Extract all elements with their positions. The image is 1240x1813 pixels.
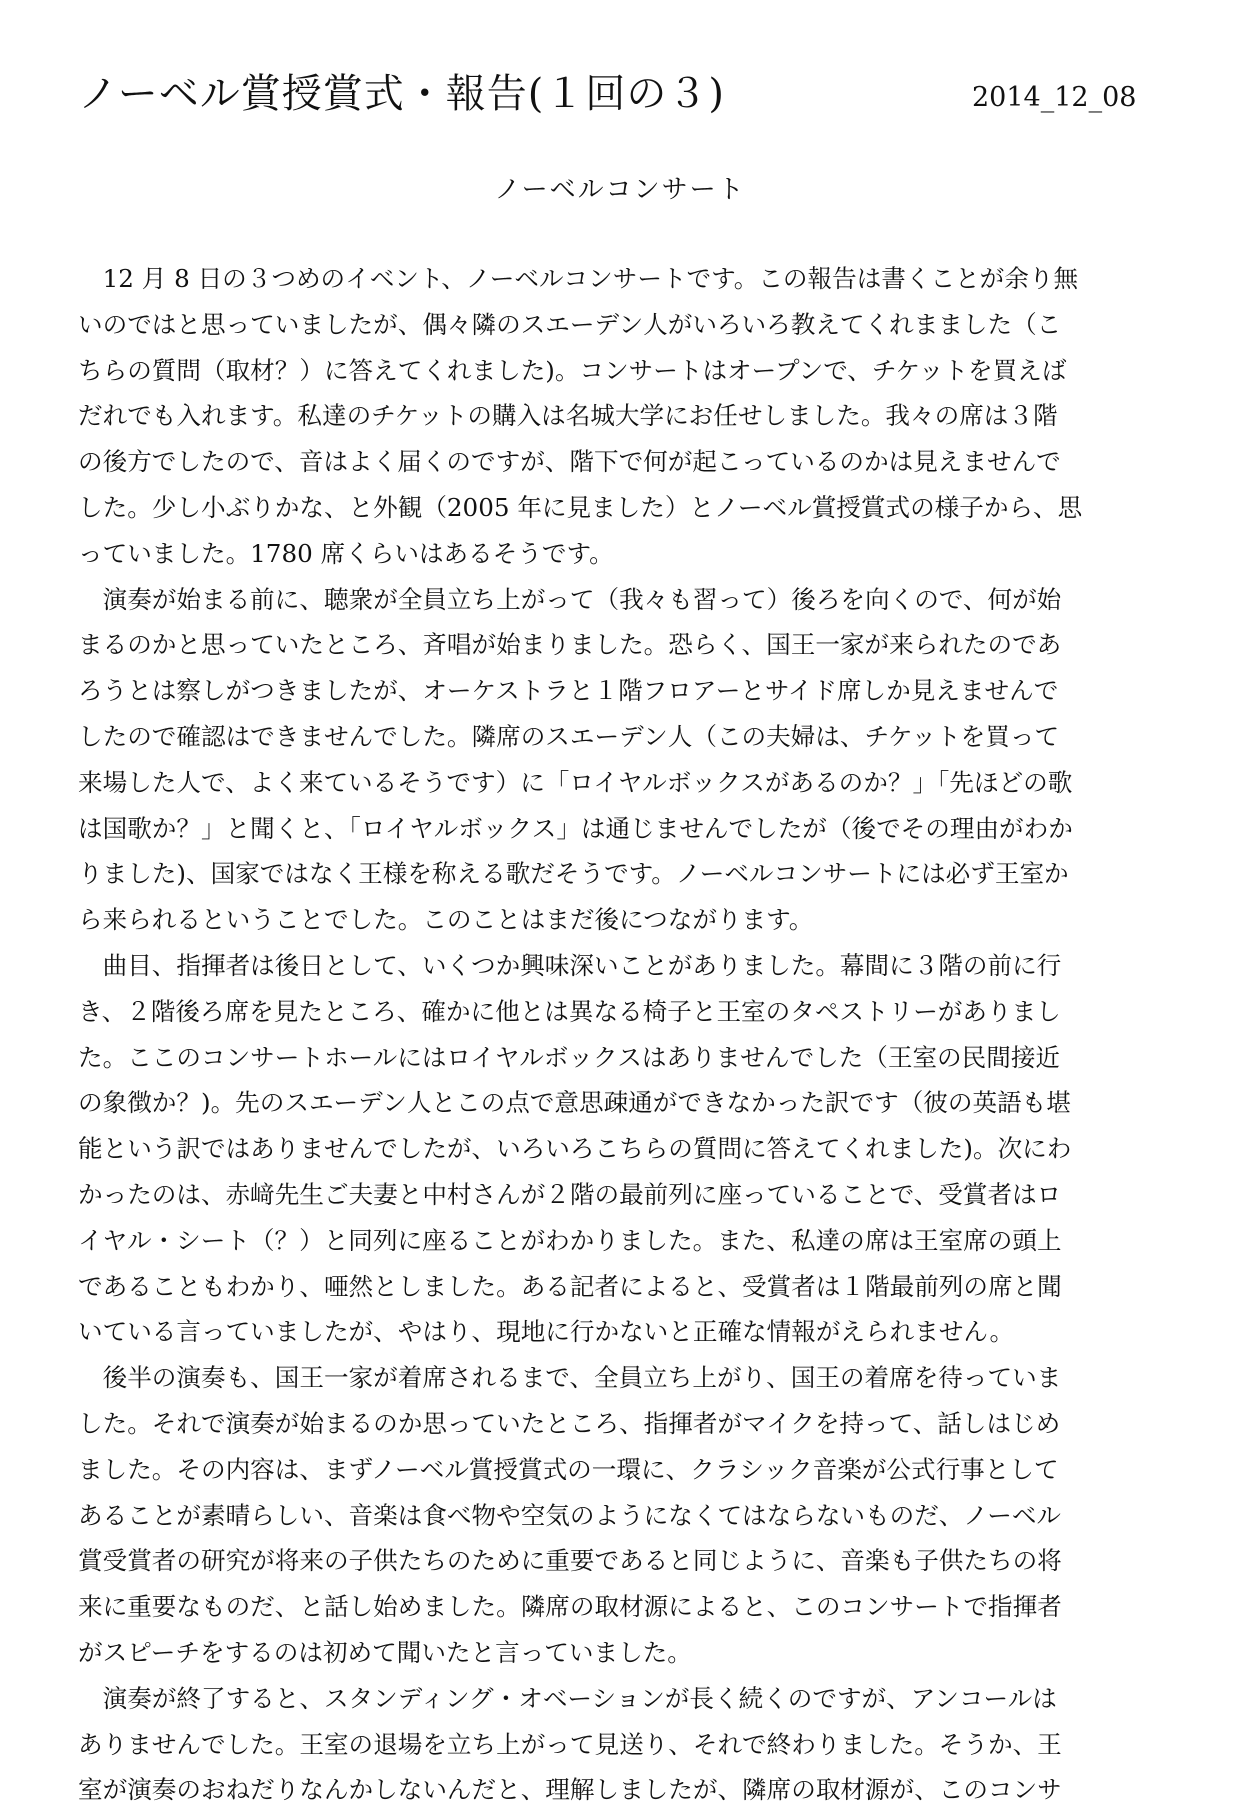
- text-line: イヤル・シート（？）と同列に座ることがわかりました。また、私達の席は王室席の頭上: [78, 1225, 1062, 1255]
- page-title: ノーベル賞授賞式・報告(１回の３): [78, 71, 726, 117]
- text-line: ら来られるということでした。このことはまだ後につながります。: [78, 905, 814, 935]
- text-line: ちらの質問（取材？）に答えてくれました)。コンサートはオープンで、チケットを買えば: [78, 355, 1067, 385]
- text-line: 演奏が始まる前に、聴衆が全員立ち上がって（我々も習って）後ろを向くので、何が始: [78, 584, 1062, 614]
- text-line: は国歌か？」と聞くと、「ロイヤルボックス」は通じませんでしたが（後でその理由がわか: [78, 813, 1073, 843]
- text-line: 後半の演奏も、国王一家が着席されるまで、全員立ち上がり、国王の着席を待っていま: [78, 1363, 1062, 1393]
- text-line: 12 月 8 日の３つめのイベント、ノーベルコンサートです。この報告は書くことが余り無: [78, 264, 1079, 293]
- text-line: 演奏が終了すると、スタンディング・オベーションが長く続くのですが、アンコールは: [78, 1683, 1057, 1713]
- text-line: かったのは、赤﨑先生ご夫妻と中村さんが２階の最前列に座っていることで、受賞者はロ: [78, 1179, 1062, 1209]
- text-line: 能という訳ではありませんでしたが、いろいろこちらの質問に答えてくれました)。次にわ: [78, 1134, 1072, 1164]
- body-text: [78, 256, 1168, 1813]
- text-line: た。ここのコンサートホールにはロイヤルボックスはありませんでした（王室の民間接近: [78, 1042, 1061, 1072]
- text-line: だれでも入れます。私達のチケットの購入は名城大学にお任せしました。我々の席は３階: [78, 401, 1058, 431]
- text-line: の象徴か？)。先のスエーデン人とこの点で意思疎通ができなかった訳です（彼の英語も堪: [78, 1088, 1071, 1118]
- text-line: まるのかと思っていたところ、斉唱が始まりました。恐らく、国王一家が来られたのであ: [78, 630, 1062, 660]
- section-heading: ノーベルコンサート: [494, 175, 746, 205]
- text-line: 来に重要なものだ、と話し始めました。隣席の取材源によると、このコンサートで指揮者: [78, 1592, 1062, 1622]
- text-line: りました)、国家ではなく王様を称える歌だそうです。ノーベルコンサートには必ず王室か: [78, 859, 1069, 889]
- text-line: したので確認はできませんでした。隣席のスエーデン人（この夫婦は、チケットを買って: [78, 721, 1060, 751]
- text-line: した。それで演奏が始まるのか思っていたところ、指揮者がマイクを持って、話しはじめ: [78, 1408, 1061, 1438]
- text-line: あることが素晴らしい、音楽は食べ物や空気のようになくてはならないものだ、ノーベル: [78, 1500, 1062, 1530]
- text-line: 室が演奏のおねだりなんかしないんだと、理解しましたが、隣席の取材源が、このコンサ: [78, 1775, 1062, 1805]
- text-line: した。少し小ぶりかな、と外観（2005 年に見ました）とノーベル賞授賞式の様子から、思: [78, 492, 1083, 522]
- text-line: 賞受賞者の研究が将来の子供たちのために重要であると同じように、音楽も子供たちの将: [78, 1546, 1062, 1576]
- text-line: がスピーチをするのは初めて聞いたと言っていました。: [78, 1637, 692, 1667]
- text-line: っていました。1780 席くらいはあるそうです。: [78, 538, 614, 568]
- text-line: 曲目、指揮者は後日として、いくつか興味深いことがありました。幕間に３階の前に行: [78, 950, 1062, 980]
- text-line: の後方でしたので、音はよく届くのですが、階下で何が起こっているのかは見えませんで: [78, 447, 1061, 477]
- text-line: き、２階後ろ席を見たところ、確かに他とは異なる椅子と王室のタペストリーがありまし: [78, 996, 1061, 1026]
- text-line: であることもわかり、唖然としました。ある記者によると、受賞者は１階最前列の席と聞: [78, 1271, 1062, 1301]
- text-line: ありませんでした。王室の退場を立ち上がって見送り、それで終わりました。そうか、王: [78, 1729, 1062, 1759]
- text-line: 来場した人で、よく来ているそうです）に「ロイヤルボックスがあるのか？」「先ほどの歌: [78, 767, 1073, 797]
- text-line: いのではと思っていましたが、偶々隣のスエーデン人がいろいろ教えてくれまました（こ: [78, 309, 1062, 339]
- text-line: ろうとは察しがつきましたが、オーケストラと１階フロアーとサイド席しか見えませんで: [78, 676, 1059, 706]
- text-line: ました。その内容は、まずノーベル賞授賞式の一環に、クラシック音楽が公式行事として: [78, 1454, 1059, 1484]
- text-line: いている言っていましたが、やはり、現地に行かないと正確な情報がえられません。: [78, 1317, 1015, 1347]
- document-date: 2014_12_08: [972, 82, 1137, 113]
